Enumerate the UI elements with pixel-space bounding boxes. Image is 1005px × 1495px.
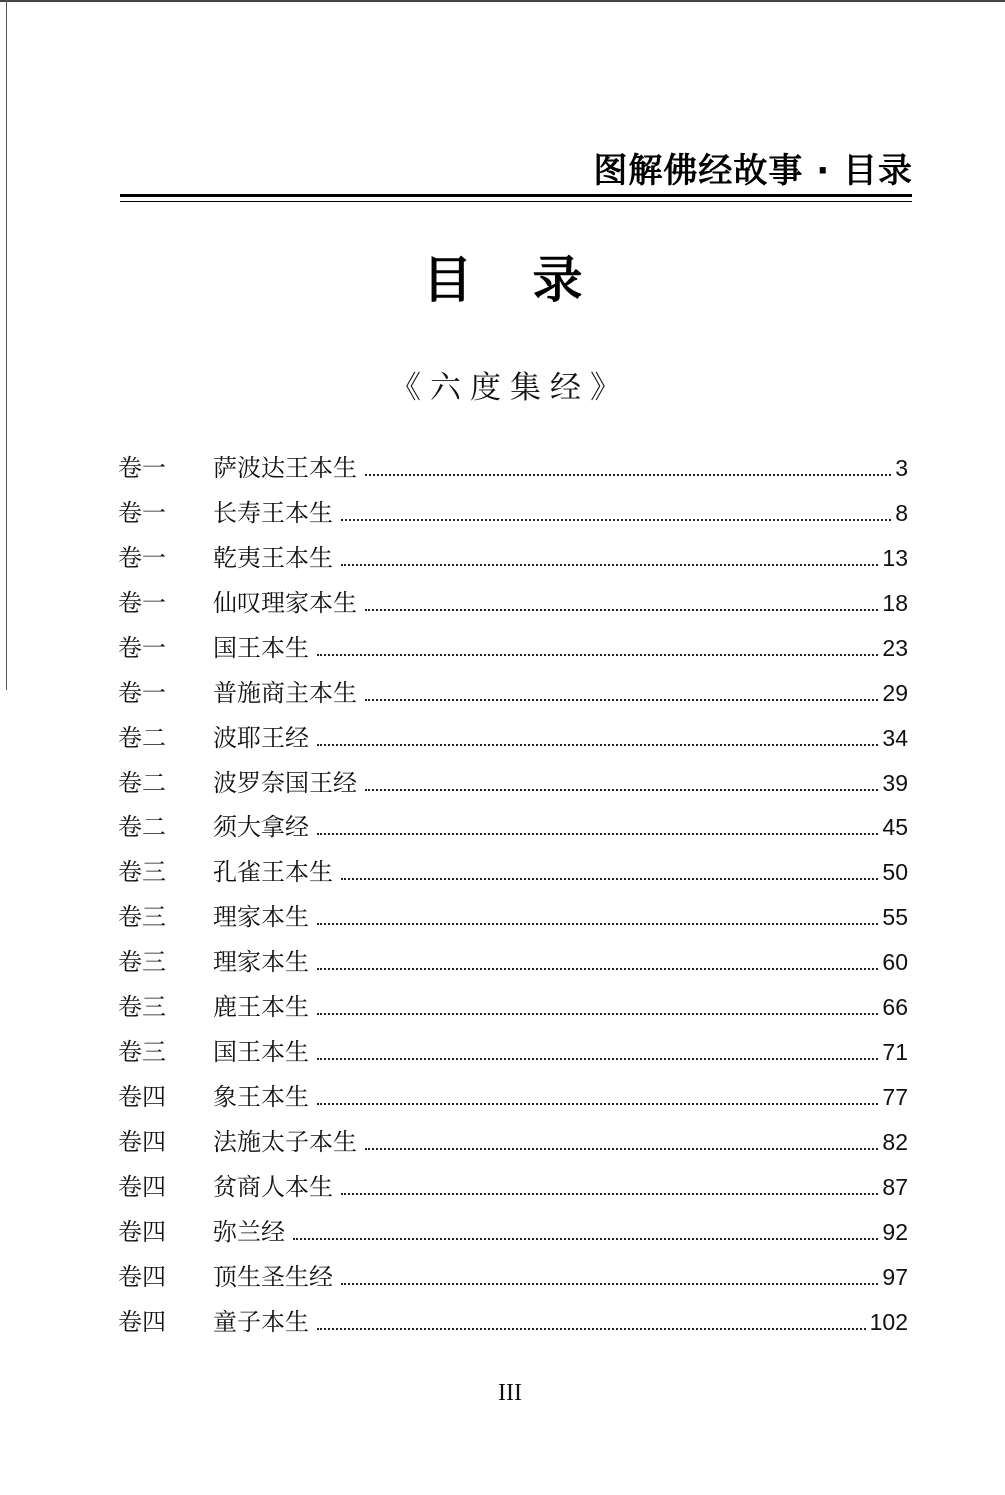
- toc-entry-title: 鹿王本生: [213, 993, 309, 1022]
- toc-entry-page: 97: [882, 1263, 908, 1290]
- toc-dot-leader: [341, 1282, 878, 1285]
- toc-entry-volume: 卷二: [118, 813, 166, 842]
- toc-entry[interactable]: [118, 977, 908, 1022]
- toc-dot-leader: [341, 518, 891, 521]
- toc-entry-volume: 卷一: [118, 678, 166, 707]
- toc-entry-title: 长寿王本生: [213, 498, 333, 527]
- toc-entry[interactable]: [118, 573, 908, 618]
- toc-entry[interactable]: [118, 932, 908, 977]
- toc-entry[interactable]: [118, 438, 908, 483]
- toc-dot-leader: [365, 1147, 878, 1150]
- header-rule-thin: [120, 201, 912, 202]
- toc-entry-volume: 卷四: [118, 1217, 166, 1246]
- toc-dot-leader: [317, 743, 878, 746]
- header-rule-thick: [120, 194, 912, 197]
- toc-entry-volume: 卷三: [118, 993, 166, 1022]
- toc-entry-page: 29: [882, 679, 908, 706]
- section-title: 《六度集经》: [390, 370, 630, 406]
- toc-entry-page: 34: [882, 724, 908, 751]
- toc-entry-title: 理家本生: [213, 948, 309, 977]
- toc-entry[interactable]: [118, 1202, 908, 1247]
- toc-dot-leader: [341, 877, 878, 880]
- toc-entry[interactable]: [118, 1157, 908, 1202]
- toc-entry-page: 66: [882, 994, 908, 1021]
- toc-entry-title: 孔雀王本生: [213, 858, 333, 887]
- toc-dot-leader: [317, 832, 878, 835]
- toc-entry-title: 法施太子本生: [213, 1128, 357, 1156]
- toc-entry-page: 13: [882, 544, 908, 571]
- toc-entry-title: 国王本生: [213, 1038, 309, 1067]
- toc-entry-volume: 卷四: [118, 1083, 166, 1112]
- toc-entry[interactable]: [118, 1247, 908, 1292]
- toc-entry[interactable]: [118, 1112, 908, 1157]
- toc-entry-page: 82: [882, 1129, 908, 1155]
- toc-entry-volume: 卷一: [118, 543, 166, 572]
- toc-entry-title: 顶生圣生经: [213, 1262, 333, 1291]
- toc-entry-volume: 卷一: [118, 498, 166, 527]
- toc-dot-leader: [317, 967, 878, 970]
- toc-entry[interactable]: [118, 1022, 908, 1067]
- toc-entry-page: 23: [882, 634, 908, 661]
- toc-entry-volume: 卷三: [118, 948, 166, 977]
- toc-entry-title: 国王本生: [213, 633, 309, 662]
- toc-entry-page: 18: [882, 589, 908, 616]
- toc-entry[interactable]: [118, 842, 908, 887]
- toc-dot-leader: [317, 1012, 878, 1015]
- toc-entry-volume: 卷二: [118, 723, 166, 752]
- toc-entry-title: 仙叹理家本生: [213, 588, 357, 617]
- toc-entry-title: 波罗奈国王经: [213, 768, 357, 797]
- toc-entry-page: 87: [882, 1173, 908, 1200]
- toc-entry-volume: 卷三: [118, 858, 166, 887]
- toc-entry-title: 萨波达王本生: [213, 453, 357, 482]
- toc-entry-title: 贫商人本生: [213, 1172, 333, 1201]
- toc-dot-leader: [365, 608, 878, 611]
- toc-entry[interactable]: [118, 753, 908, 798]
- toc-entry-title: 波耶王经: [213, 723, 309, 752]
- page-left-border: [6, 0, 7, 690]
- toc-entry-volume: 卷一: [118, 453, 166, 482]
- toc-entry-volume: 卷三: [118, 903, 166, 932]
- toc-entry-title: 普施商主本生: [213, 678, 357, 707]
- toc-dot-leader: [365, 788, 878, 791]
- toc-dot-leader: [317, 1327, 866, 1330]
- toc-entry-title: 乾夷王本生: [213, 543, 333, 572]
- toc-entry-page: 77: [882, 1084, 908, 1111]
- page-top-border: [0, 0, 1005, 2]
- toc-entry-page: 60: [882, 949, 908, 976]
- toc-entry[interactable]: [118, 887, 908, 932]
- toc-entry-page: 55: [882, 904, 908, 931]
- toc-dot-leader: [317, 1102, 878, 1105]
- toc-dot-leader: [365, 473, 891, 476]
- toc-entry-page: 50: [882, 859, 908, 886]
- toc-entry[interactable]: [118, 1067, 908, 1112]
- toc-dot-leader: [341, 563, 878, 566]
- toc-entry-page: 92: [882, 1218, 908, 1245]
- toc-entry-volume: 卷四: [118, 1128, 166, 1156]
- table-of-contents: [118, 438, 908, 1337]
- toc-entry[interactable]: [118, 1292, 908, 1337]
- toc-entry[interactable]: [118, 483, 908, 528]
- toc-entry-volume: 卷四: [118, 1172, 166, 1201]
- page-title: 目录: [422, 250, 643, 309]
- toc-dot-leader: [317, 653, 878, 656]
- toc-entry-volume: 卷四: [118, 1262, 166, 1291]
- toc-entry-page: 39: [882, 769, 908, 796]
- toc-entry-volume: 卷一: [118, 588, 166, 617]
- toc-entry[interactable]: [118, 528, 908, 573]
- toc-entry-volume: 卷三: [118, 1038, 166, 1067]
- toc-entry-title: 须大拿经: [213, 813, 309, 842]
- toc-entry-page: 102: [869, 1308, 908, 1335]
- toc-entry-volume: 卷二: [118, 768, 166, 797]
- toc-entry-page: 3: [895, 454, 908, 481]
- toc-entry[interactable]: [118, 708, 908, 753]
- toc-dot-leader: [341, 1192, 878, 1195]
- toc-dot-leader: [317, 922, 878, 925]
- toc-entry-title: 童子本生: [213, 1307, 309, 1336]
- toc-dot-leader: [293, 1237, 878, 1240]
- toc-entry-page: 45: [882, 814, 908, 841]
- toc-entry-title: 理家本生: [213, 903, 309, 932]
- toc-entry-title: 象王本生: [213, 1083, 309, 1112]
- toc-entry-page: 71: [882, 1039, 908, 1066]
- toc-dot-leader: [317, 1057, 878, 1060]
- toc-entry-page: 8: [895, 499, 908, 526]
- toc-entry[interactable]: [118, 663, 908, 708]
- toc-dot-leader: [365, 698, 878, 701]
- page-number: III: [498, 1380, 522, 1406]
- toc-entry[interactable]: [118, 618, 908, 663]
- toc-entry-volume: 卷一: [118, 633, 166, 662]
- toc-entry-volume: 卷四: [118, 1307, 166, 1336]
- toc-entry-title: 弥兰经: [213, 1217, 285, 1246]
- running-header-title: 图解佛经故事 · 目录: [593, 151, 913, 191]
- toc-entry[interactable]: [118, 798, 908, 843]
